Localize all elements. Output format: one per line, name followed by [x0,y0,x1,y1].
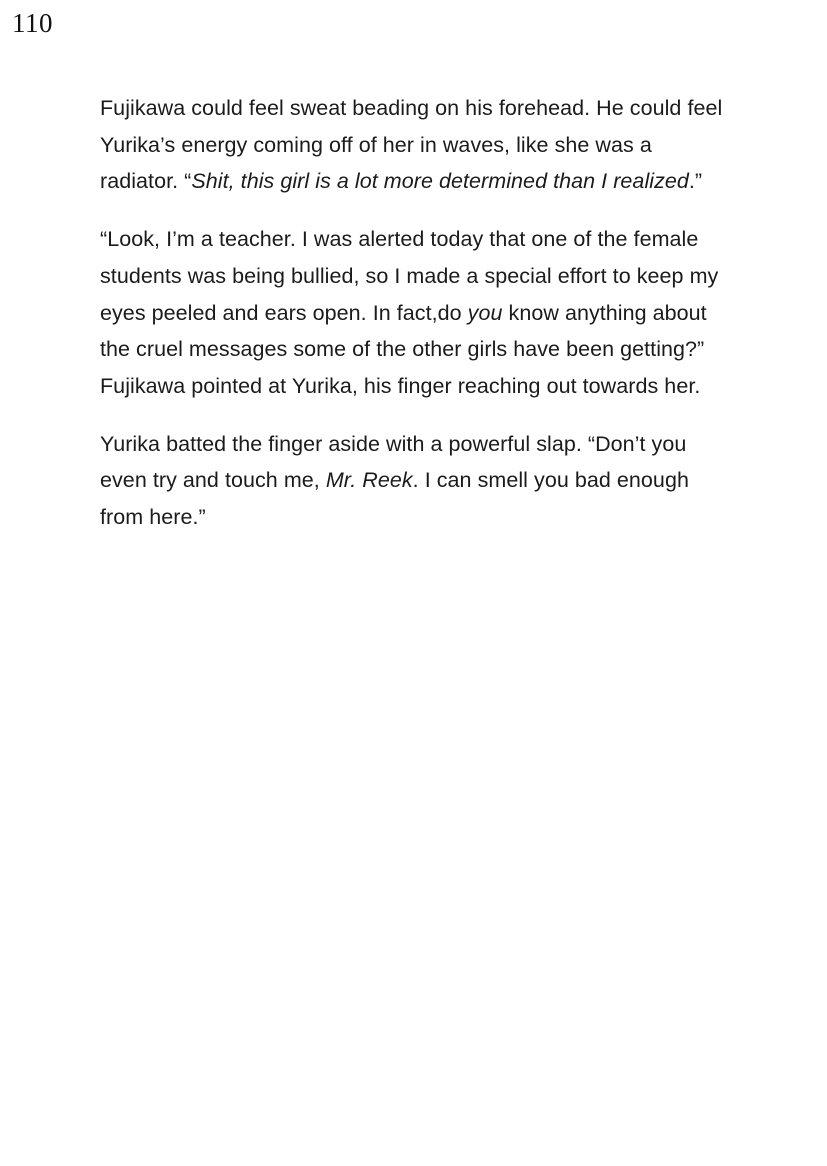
italic-run: Shit, this girl is a lot more determined than I realized [191,169,689,194]
text-run: Yurika batted the finger aside with a powerful slap. “Don’t you even try and touch me, [100,431,687,493]
text-run: know anything about the cruel messages some of the other girls have been getting?” Fujikawa pointed at Yurika, his finger reaching out towards her. [100,300,707,398]
text-run: “Look, I’m a teacher. I was alerted today that one of the female students was being bullied, so I made a special effort to keep my eyes peeled and ears open. In fact,do [100,227,719,325]
paragraph [100,221,725,405]
page-number: 110 [12,8,53,38]
italic-run: Mr. Reek [325,468,413,493]
page-text-body [100,90,725,536]
text-run: Fujikawa could feel sweat beading on his forehead. He could feel Yurika’s energy coming off of her in waves, like she was a radiator. “ [100,96,723,194]
paragraph [100,426,725,536]
paragraph [100,90,725,200]
text-run: .” [688,169,703,194]
italic-run: you [467,300,503,325]
text-run: . I can smell you bad enough from here.” [100,468,689,530]
